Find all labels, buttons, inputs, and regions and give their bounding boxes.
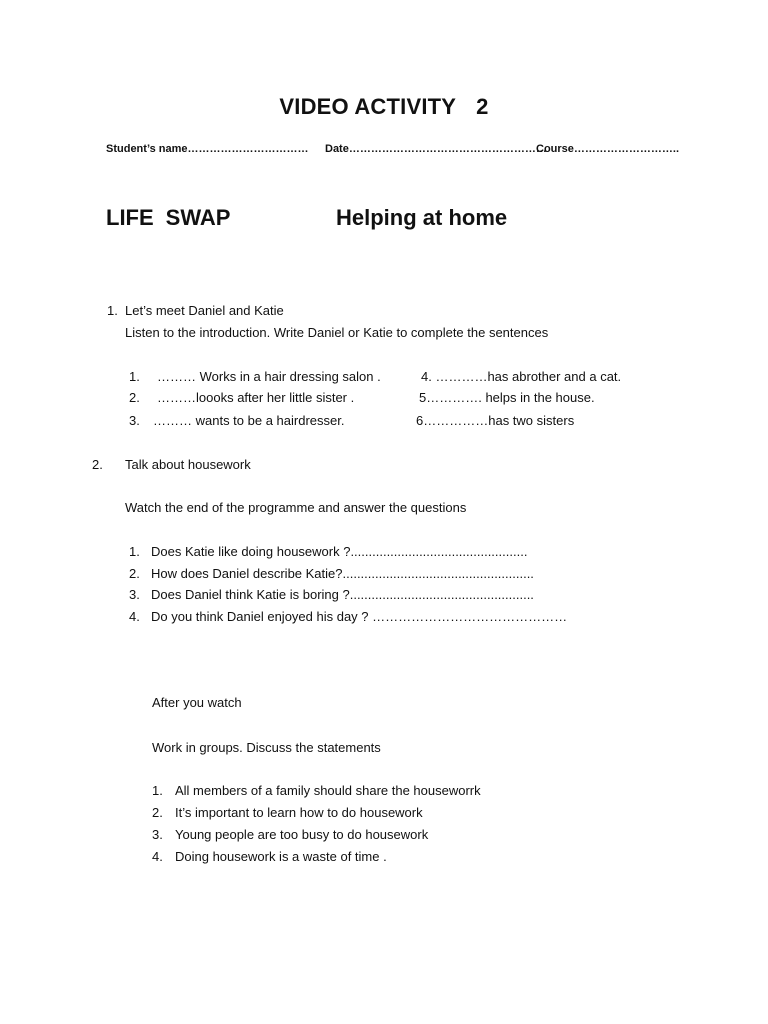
list-item: 4. …………has abrother and a cat. bbox=[421, 369, 622, 384]
list-item: All members of a family should share the houseworrk bbox=[175, 783, 481, 798]
subtitle-right: Helping at home bbox=[336, 205, 508, 230]
list-item: 5…………. helps in the house. bbox=[419, 390, 595, 405]
list-item: ……… wants to be a hairdresser. bbox=[153, 413, 345, 428]
section2-instruction: Watch the end of the programme and answer the questions bbox=[125, 500, 467, 515]
list-item-number: 2. bbox=[129, 390, 140, 405]
list-item-number: 3. bbox=[152, 827, 163, 842]
student-name-field: Student’s name…………………………… bbox=[106, 143, 309, 155]
page-title bbox=[0, 94, 768, 120]
list-item-number: 1. bbox=[129, 369, 140, 384]
list-item: ……… Works in a hair dressing salon . bbox=[157, 369, 381, 384]
subtitle-swap: SWAP bbox=[165, 205, 231, 230]
title-number: 2 bbox=[476, 94, 489, 119]
list-item: Do you think Daniel enjoyed his day ? ……………………………………… bbox=[151, 609, 568, 624]
section2-number: 2. bbox=[92, 457, 103, 472]
title-text: VIDEO ACTIVITY bbox=[279, 94, 457, 119]
subtitle-left bbox=[106, 205, 230, 231]
date-field: Date……………………………………………… bbox=[325, 143, 547, 155]
list-item-number: 2. bbox=[129, 566, 140, 581]
list-item-number: 4. bbox=[152, 849, 163, 864]
course-field: Course……………………….. bbox=[536, 143, 680, 155]
after-instruction: Work in groups. Discuss the statements bbox=[152, 740, 381, 755]
list-item: Doing housework is a waste of time . bbox=[175, 849, 387, 864]
list-item-number: 4. bbox=[129, 609, 140, 624]
list-item: Young people are too busy to do housework bbox=[175, 827, 429, 842]
list-item-number: 1. bbox=[129, 544, 140, 559]
list-item: ………loooks after her little sister . bbox=[157, 390, 355, 405]
list-item: 6……………has two sisters bbox=[416, 413, 575, 428]
list-item-number: 1. bbox=[152, 783, 163, 798]
list-item: Does Daniel think Katie is boring ?................................................... bbox=[151, 587, 534, 602]
section1-number: 1. bbox=[107, 303, 118, 318]
list-item: Does Katie like doing housework ?................................................. bbox=[151, 544, 528, 559]
section1-heading: Let’s meet Daniel and Katie bbox=[125, 303, 284, 318]
section2-heading: Talk about housework bbox=[125, 457, 251, 472]
section1-instruction: Listen to the introduction. Write Daniel or Katie to complete the sentences bbox=[125, 325, 549, 340]
list-item-number: 3. bbox=[129, 587, 140, 602]
list-item: It’s important to learn how to do housework bbox=[175, 805, 423, 820]
list-item: How does Daniel describe Katie?..................................................... bbox=[151, 566, 534, 581]
after-heading: After you watch bbox=[152, 695, 242, 710]
subtitle-life: LIFE bbox=[106, 205, 154, 230]
list-item-number: 3. bbox=[129, 413, 140, 428]
list-item-number: 2. bbox=[152, 805, 163, 820]
